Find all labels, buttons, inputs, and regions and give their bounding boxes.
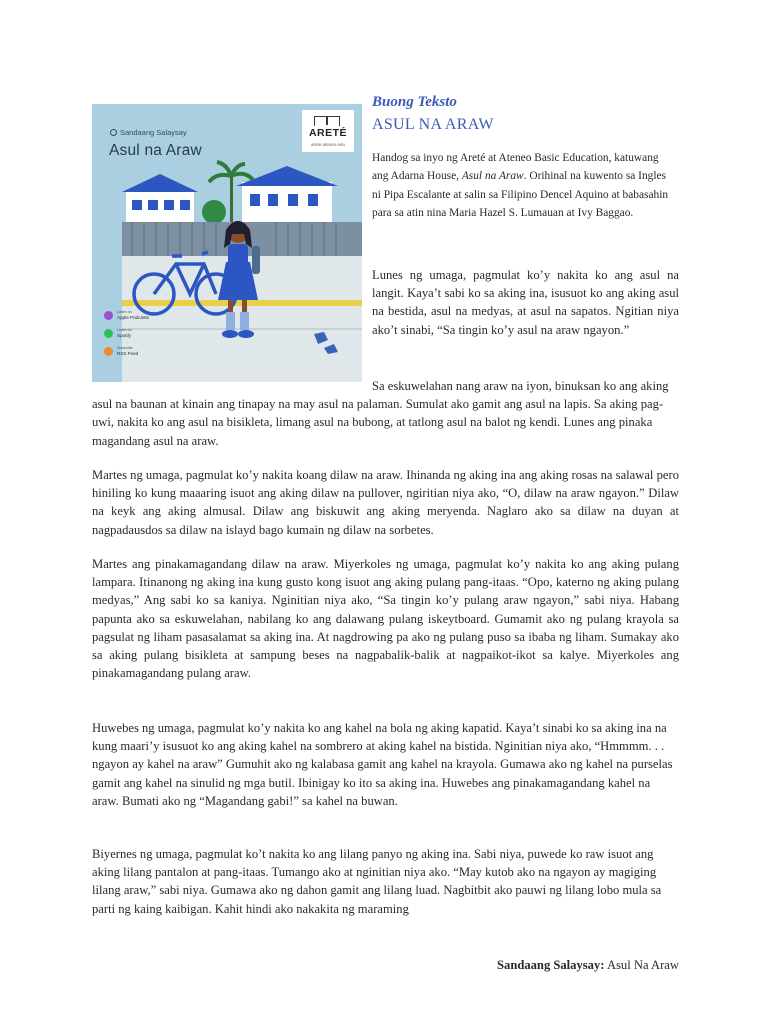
- credits-book-title: Asul na Araw: [461, 170, 524, 183]
- paragraph-friday: Biyernes ng umaga, pagmulat ko’t nakita ko ang lilang panyo ng aking ina. Sabi niya, puwede ko raw isuot ang aking lilang pantalon at pang-itaas. Tumango ako at nginitian niya ako. “May kutob ako na ngayon ay magiging lilang araw,” sabi niya. Gumawa ako ng dahon gamit ang lilang luad. Nagbitbit ako pauwi ng lilang lobo mula sa parti ng kaing kaibigan. Kahit hindi ako nakakita ng maraming: [92, 847, 662, 916]
- paragraph-monday-morning: Lunes ng umaga, pagmulat ko’y nakita ko ang asul na langit. Kaya’t sabi ko sa aking ina, isusuot ko ang aking asul na bestida, asul na medyas, at asul na sapatos. Ngitian niya ako’t sinabi, “Sa tingin ko’y asul na araw ngayon.”: [372, 268, 679, 337]
- publisher-name: ARETÉ: [308, 127, 348, 139]
- sandaang-salaysay-logo-icon: [110, 129, 117, 136]
- listen-label: RSS Feed: [117, 351, 139, 356]
- listen-small: Listen on: [117, 328, 132, 332]
- listen-label: Spotify: [117, 333, 132, 338]
- page-footer: [497, 958, 679, 973]
- book-cover-image: [92, 104, 362, 382]
- rss-feed-icon: [104, 347, 113, 356]
- apple-podcasts-icon: [104, 311, 113, 320]
- credits-paragraph: [372, 149, 672, 223]
- publisher-logo: [302, 110, 354, 152]
- paragraph-monday-school-text: Sa eskuwelahan nang araw na iyon, binuksan ko ang aking asul na baunan at kinain ang tinapay na may asul na palaman. Sumulat ako gamit ang asul na lapis. Sa aking pag-uwi, nakita ko ang asul na bisikleta, limang asul na bubong, at tatlong asul na balot ng kendi. Lunes ang pinaka magandang asul na araw.: [92, 379, 669, 448]
- cover-brand: [110, 128, 187, 137]
- listen-label: Apple Podcasts: [117, 315, 149, 320]
- story-title: ASUL NA ARAW: [372, 116, 494, 133]
- footer-story: Asul Na Araw: [606, 958, 679, 972]
- spotify-icon: [104, 329, 113, 338]
- credits-suffix: . Orihinal na kuwento sa Ingles ni Pipa Escalante at salin sa Filipino Dencel Aquino at babasahin para sa atin nina Maria Hazel S. Lumauan at Ivy Baggao.: [372, 170, 669, 220]
- arete-mark-icon: [314, 116, 340, 126]
- listen-apple-podcasts: [104, 310, 149, 320]
- credits-prefix: Handog sa inyo ng Areté at Ateneo Basic Education, katuwang ang Adarna House,: [372, 152, 659, 183]
- cover-brand-name: Sandaang Salaysay: [120, 128, 187, 137]
- listen-small: Listen on: [117, 310, 132, 314]
- paragraph-monday-school: [92, 377, 679, 450]
- cover-title: Asul na Araw: [109, 142, 202, 159]
- listen-spotify: [104, 328, 132, 338]
- footer-series: Sandaang Salaysay:: [497, 958, 605, 972]
- section-kicker: Buong Teksto: [372, 94, 457, 110]
- listen-small: Subscribe: [117, 346, 133, 350]
- paragraph-tuesday: Martes ng umaga, pagmulat ko’y nakita koang dilaw na araw. Ihinanda ng aking ina ang aking rosas na salawal pero hiniling ko kung maaaring isuot ang aking dilaw na pullover, ngiritian niya ako, “O, dilaw na araw ngayon.” Dilaw na keyk ang aking almusal. Dilaw ang biskuwit ang aking meryenda. Naglaro ako sa dilaw na duyan at nagpadausdos sa dilaw na islayd bago kumain ng dilaw na sorbetes.: [92, 468, 679, 537]
- publisher-url: arete.ateneo.edu: [310, 142, 346, 147]
- paragraph-thursday: Huwebes ng umaga, pagmulat ko’y nakita ko ang kahel na bola ng aking kapatid. Kaya’t sinabi ko sa aking ina na kung maari’y isusuot ko ang aking kahel na sombrero at aking kahel na bistida. Nginitian niya ako, “Hmmmm. . . ngayon ay kahel na araw” Gumuhit ako ng kalabasa gamit ang kahel na krayola. Gumawa ako ng kahel na purselas gamit ang kahel na sinulid ng mga butil. Ibinigay ko ito sa aking ina. Huwebes ang pinakamagandang kahel na araw. Bumati ako ng “Magandang gabi!” sa kahel na buwan.: [92, 721, 673, 808]
- listen-rss: [104, 346, 138, 356]
- paragraph-wednesday: Martes ang pinakamagandang dilaw na araw. Miyerkoles ng umaga, pagmulat ko’y nakita ko ang aking pulang lampara. Itinanong ng aking ina kung gusto kong isuot ang aking pulang pang-itaas. “Opo, katerno ng aking pulang medyas,” Ang sabi ko sa kaniya. Nginitian niya ako, “Sa tingin ko’y pulang araw ngayon,” sabi niya. Habang papunta ako sa eskuwelahan, nabilang ko ang dalawang pulang iskeytboard. Gumamit ako ng pulang krayola sa pagsulat ng liham pasasalamat sa aking ina. At nagdrowing pa ako ng pulang puso sa ibaba ng liham. Sumakay ako sa aking pulang bisikleta at sampung beses na nagpabalik-balik at nagpaikot-ikot sa kalye. Miyerkoles ang pinakamagandang pulang araw.: [92, 557, 679, 681]
